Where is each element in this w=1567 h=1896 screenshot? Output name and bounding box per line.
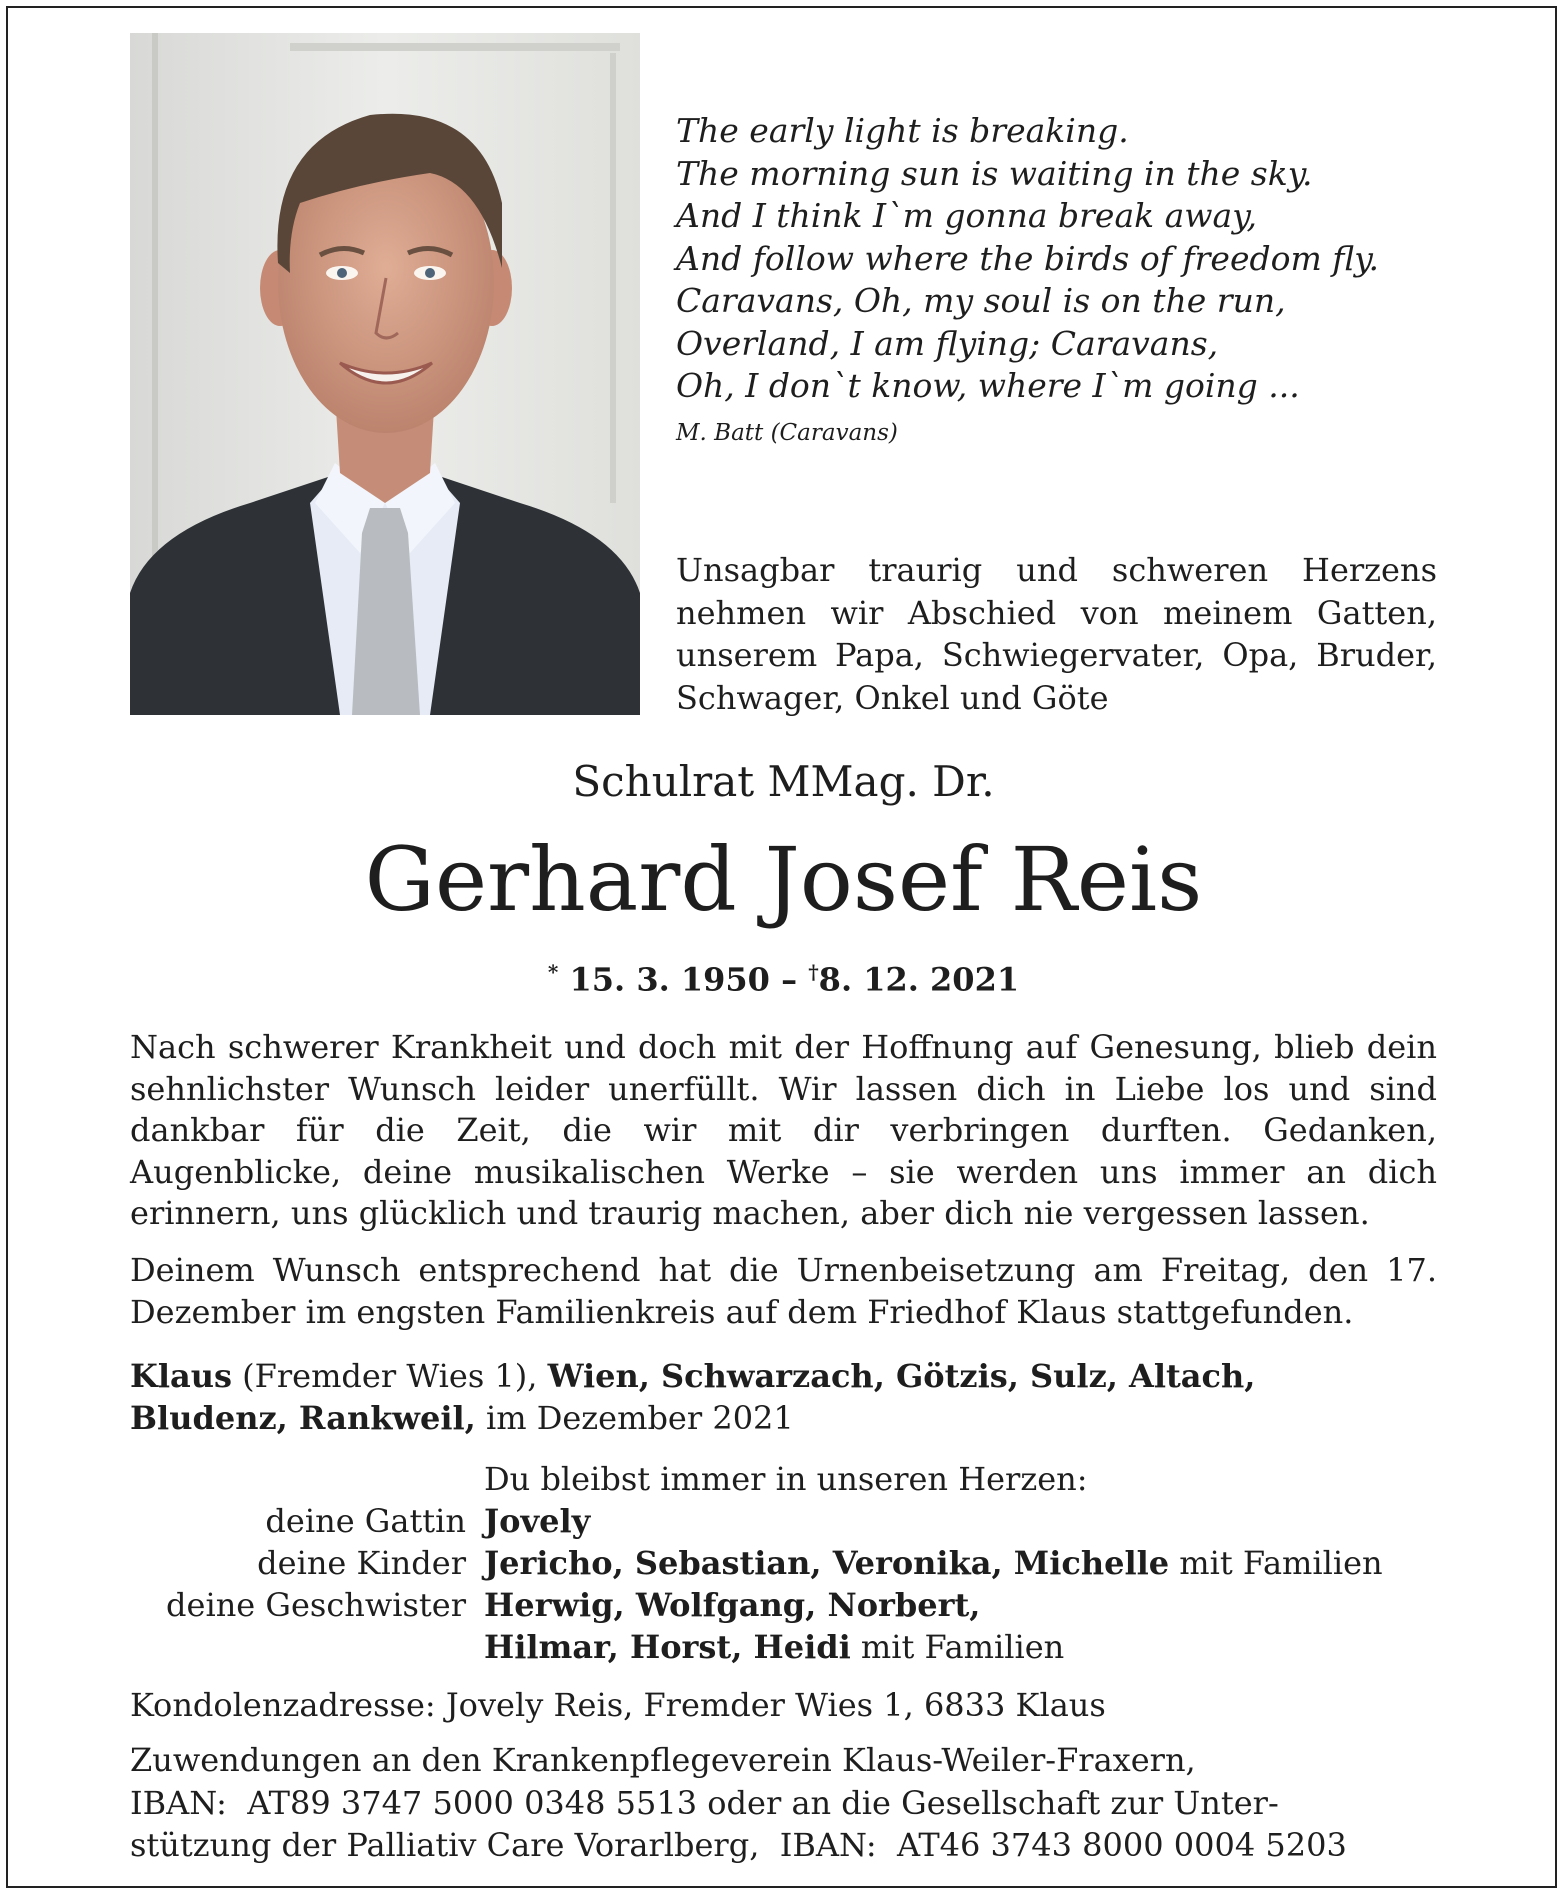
portrait-photo bbox=[130, 33, 640, 715]
condolence-address: Kondolenzadresse: Jovely Reis, Fremder Wies 1, 6833 Klaus bbox=[130, 1686, 1106, 1724]
academic-title: Schulrat MMag. Dr. bbox=[572, 757, 995, 806]
family-row bbox=[130, 1626, 1383, 1668]
poem-line: Overland, I am flying; Caravans, bbox=[676, 323, 1219, 363]
birth-symbol: * bbox=[547, 960, 559, 984]
date-separator: – bbox=[781, 960, 798, 999]
birth-date: 15. 3. 1950 bbox=[569, 960, 770, 999]
poem-line: Oh, I don`t know, where I`m going ... bbox=[676, 366, 1300, 405]
place-address: (Fremder Wies 1), bbox=[231, 1357, 548, 1395]
family-list bbox=[130, 1500, 1383, 1668]
poem-credit: M. Batt (Caravans) bbox=[676, 420, 898, 446]
family-suffix: mit Familien bbox=[850, 1628, 1065, 1666]
donation-line: stützung der Palliativ Care Vorarlberg, IBAN: AT46 3743 8000 0004 5203 bbox=[130, 1826, 1347, 1864]
paragraph-text: Dezember im engsten Familienkreis auf dem Friedhof Klaus stattgefunden. bbox=[130, 1292, 1354, 1331]
donation-line: Zuwendungen an den Krankenpflegeverein Klaus-Weiler-Fraxern, bbox=[130, 1741, 1196, 1779]
donation-info bbox=[130, 1739, 1440, 1867]
poem bbox=[676, 110, 1436, 408]
place-towns: Bludenz, Rankweil, bbox=[130, 1399, 476, 1437]
paragraph-burial bbox=[130, 1250, 1437, 1333]
death-symbol: † bbox=[808, 960, 819, 984]
family-names: Jovely bbox=[484, 1502, 591, 1540]
paragraph-text: Deinem Wunsch entsprechend hat die Urnenbeisetzung am Freitag, den 17. bbox=[130, 1251, 1437, 1289]
family-label: deine Kinder bbox=[257, 1544, 466, 1582]
paragraph-illness bbox=[130, 1027, 1437, 1235]
family-heading: Du bleibst immer in unseren Herzen: bbox=[484, 1460, 1088, 1498]
place-town: Klaus bbox=[130, 1357, 232, 1395]
family-row bbox=[130, 1584, 1383, 1626]
family-row bbox=[130, 1500, 1383, 1542]
donation-line: IBAN: AT89 3747 5000 0348 5513 oder an die Gesellschaft zur Unter- bbox=[130, 1783, 1279, 1822]
family-label: deine Geschwister bbox=[166, 1586, 466, 1624]
family-names: Jericho, Sebastian, Veronika, Michelle bbox=[484, 1544, 1170, 1582]
life-dates bbox=[0, 960, 1567, 999]
deceased-name: Gerhard Josef Reis bbox=[364, 828, 1203, 931]
family-row bbox=[130, 1542, 1383, 1584]
family-names: Herwig, Wolfgang, Norbert, bbox=[484, 1586, 981, 1624]
poem-line: Caravans, Oh, my soul is on the run, bbox=[676, 281, 1286, 320]
family-suffix: mit Familien bbox=[1169, 1544, 1383, 1582]
death-date: 8. 12. 2021 bbox=[818, 960, 1020, 999]
family-label: deine Gattin bbox=[265, 1502, 466, 1540]
poem-line: And follow where the birds of freedom fly. bbox=[676, 238, 1380, 278]
poem-line: And I think I`m gonna break away, bbox=[676, 196, 1257, 235]
poem-line: The early light is breaking. bbox=[676, 111, 1129, 150]
poem-line: The morning sun is waiting in the sky. bbox=[676, 153, 1313, 193]
place-towns: Wien, Schwarzach, Götzis, Sulz, Altach, bbox=[547, 1357, 1256, 1395]
paragraph-text: Nach schwerer Krankheit und doch mit der Hoffnung auf Genesung, blieb dein sehnlichster Wunsch leider unerfüllt. Wir lassen dich in Liebe los und sind dankbar für die Zeit, die wir mit dir verbringen durften. Gedanken, Augenblicke, deine musikalischen Werke – sie werden uns immer an dich bbox=[130, 1028, 1437, 1191]
paragraph-text: erinnern, uns glücklich und traurig machen, aber dich nie vergessen lassen. bbox=[130, 1194, 1370, 1232]
places-line bbox=[130, 1355, 1460, 1439]
family-names: Hilmar, Horst, Heidi bbox=[484, 1628, 851, 1666]
intro-text: Unsagbar traurig und schweren Herzens nehmen wir Abschied von meinem Gatten, unserem Papa, Schwiegervater, Opa, Bruder, Schwager, Onkel und Göte bbox=[676, 551, 1437, 717]
place-date: im Dezember 2021 bbox=[475, 1399, 794, 1437]
